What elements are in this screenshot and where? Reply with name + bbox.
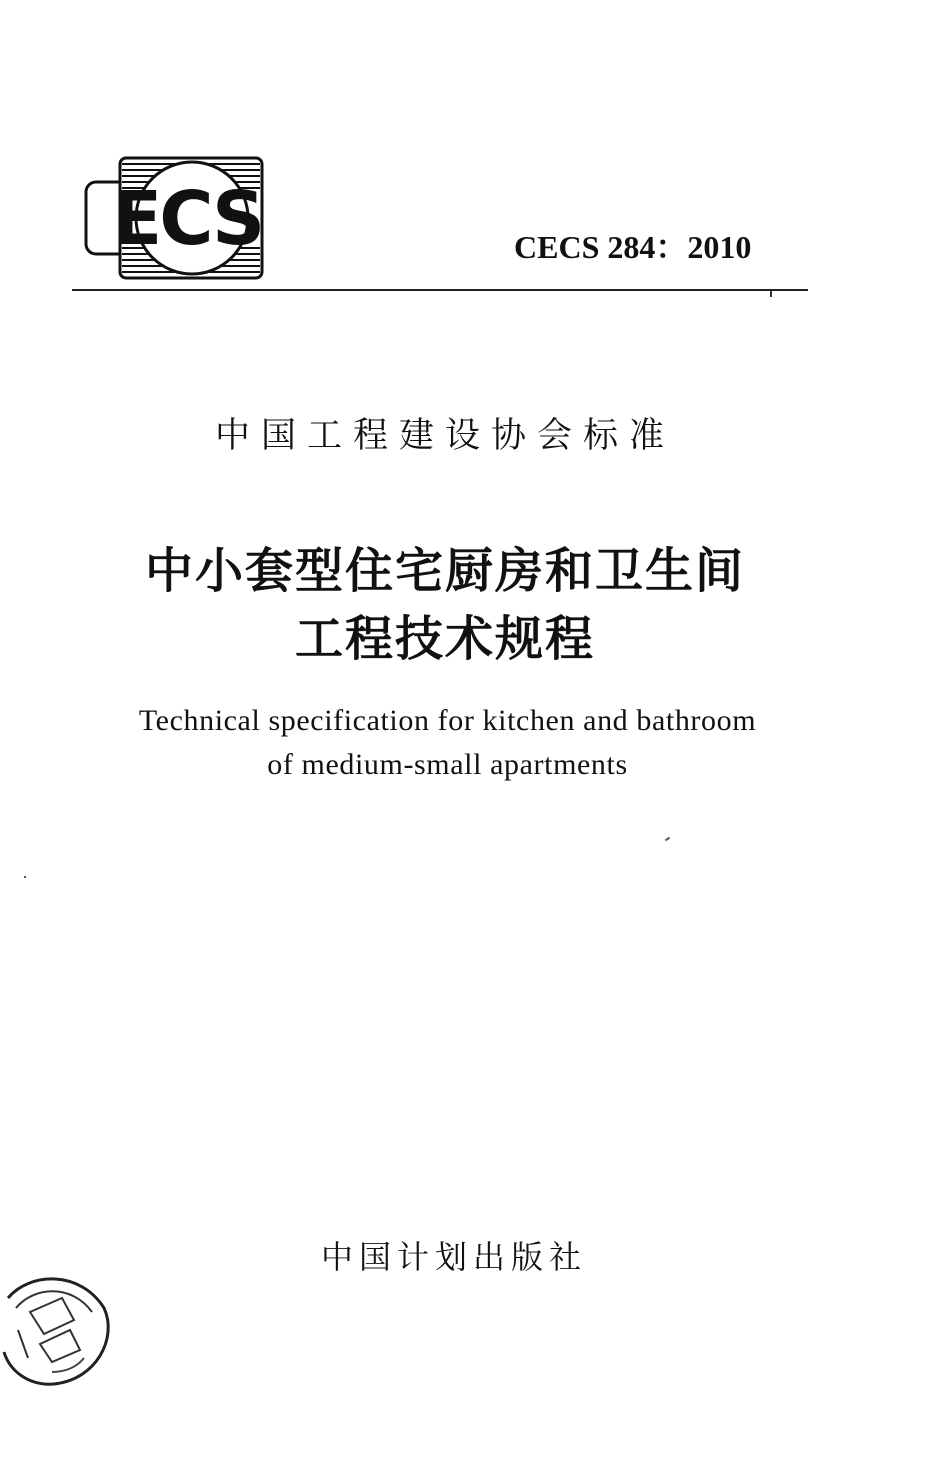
header-rule	[72, 289, 808, 291]
ecs-logo-text: ECS	[111, 176, 263, 262]
seal-graphic	[0, 1268, 114, 1392]
title-zh-line2: 工程技术规程	[294, 611, 595, 667]
title-en-line2: of medium-small apartments	[267, 748, 628, 781]
title-zh-line1: 中小套型住宅厨房和卫生间	[144, 543, 745, 599]
association-name: 中国工程建设协会标准	[214, 416, 675, 456]
header-rule-tick	[770, 291, 772, 297]
publisher-name: 中国计划出版社	[320, 1238, 587, 1276]
library-seal	[0, 1268, 114, 1392]
ecs-logo-graphic	[84, 152, 290, 284]
ecs-logo	[84, 152, 290, 284]
standard-code: CECS 284：2010	[514, 229, 752, 265]
scan-speck	[24, 876, 26, 878]
scan-speck	[665, 837, 670, 842]
title-en-line1: Technical specification for kitchen and bathroom	[138, 704, 757, 737]
